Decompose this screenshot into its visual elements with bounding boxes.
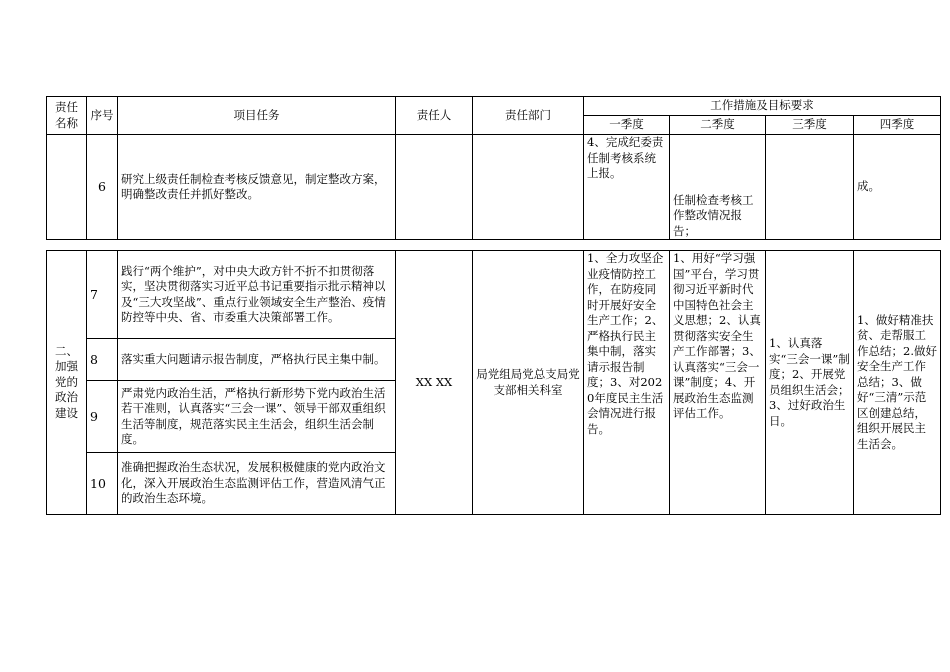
row8-seq: 8 — [87, 339, 118, 381]
section2-q1: 1、全力攻坚企业疫情防控工作，在防疫同时开展好安全生产工作；2、严格执行民主集中制，落实请示报告制度；3、对2020年度民主生活会情况进行报告。 — [584, 251, 670, 515]
row8-task: 落实重大问题请示报告制度，严格执行民主集中制。 — [118, 339, 396, 381]
row6-seq: 6 — [87, 135, 118, 240]
section2-q2: 1、用好“学习强国”平台，学习贯彻习近平新时代中国特色社会主义思想；2、认真贯彻落实安全生产工作部署；3、认真落实“三会一课”制度；4、开展政治生态监测评估工作。 — [670, 251, 766, 515]
row6-q2: 任制检查考核工作整改情况报告； — [670, 135, 766, 240]
header-person: 责任人 — [396, 97, 473, 135]
header-q4: 四季度 — [854, 116, 941, 135]
row6-q4: 成。 — [854, 135, 941, 240]
work-plan-table — [46, 96, 941, 515]
section-gap-row — [47, 240, 941, 251]
header-q2: 二季度 — [670, 116, 766, 135]
section2-person: XX XX — [396, 251, 473, 515]
row10-seq: 10 — [87, 453, 118, 515]
row6-q1: 4、完成纪委责任制考核系统上报。 — [584, 135, 670, 240]
section2-dept: 局党组局党总支局党支部相关科室 — [473, 251, 584, 515]
row6-person-cell — [396, 135, 473, 240]
section2-q4: 1、做好精准扶贫、走帮服工作总结；2.做好安全生产工作总结；3、做好“三清”示范区创建总结，组织开展民主生活会。 — [854, 251, 941, 515]
header-measures: 工作措施及目标要求 — [584, 97, 941, 116]
header-seq: 序号 — [87, 97, 118, 135]
row10-task: 准确把握政治生态状况，发展积极健康的党内政治文化，深入开展政治生态监测评估工作，营造风清气正的政治生态环境。 — [118, 453, 396, 515]
section-gap — [47, 240, 941, 251]
row9-task: 严肃党内政治生活，严格执行新形势下党内政治生活若干准则，认真落实“三会一课”、领导干部双重组织生活等制度，规范落实民主生活会，组织生活会制度。 — [118, 381, 396, 453]
row6-dept-cell — [473, 135, 584, 240]
row9-seq: 9 — [87, 381, 118, 453]
header-q3: 三季度 — [766, 116, 854, 135]
table-row — [47, 135, 941, 240]
header-dept: 责任部门 — [473, 97, 584, 135]
table-row — [47, 251, 941, 339]
section2-name: 二、加强党的政治建设 — [47, 251, 87, 515]
row6-name-cell — [47, 135, 87, 240]
row6-task: 研究上级责任制检查考核反馈意见，制定整改方案，明确整改责任并抓好整改。 — [118, 135, 396, 240]
section2-q3: 1、认真落实“三会一课”制度；2、开展党员组织生活会；3、过好政治生日。 — [766, 251, 854, 515]
row7-task: 践行“两个维护”，对中央大政方针不折不扣贯彻落实，坚决贯彻落实习近平总书记重要指示批示精神以及“三大攻坚战”、重点行业领域安全生产整治、疫情防控等中央、省、市委重大决策部署工作。 — [118, 251, 396, 339]
header-responsibility-name: 责任名称 — [47, 97, 87, 135]
header-task: 项目任务 — [118, 97, 396, 135]
header-q1: 一季度 — [584, 116, 670, 135]
row7-seq: 7 — [87, 251, 118, 339]
row6-q3 — [766, 135, 854, 240]
header-row-1 — [47, 97, 941, 116]
